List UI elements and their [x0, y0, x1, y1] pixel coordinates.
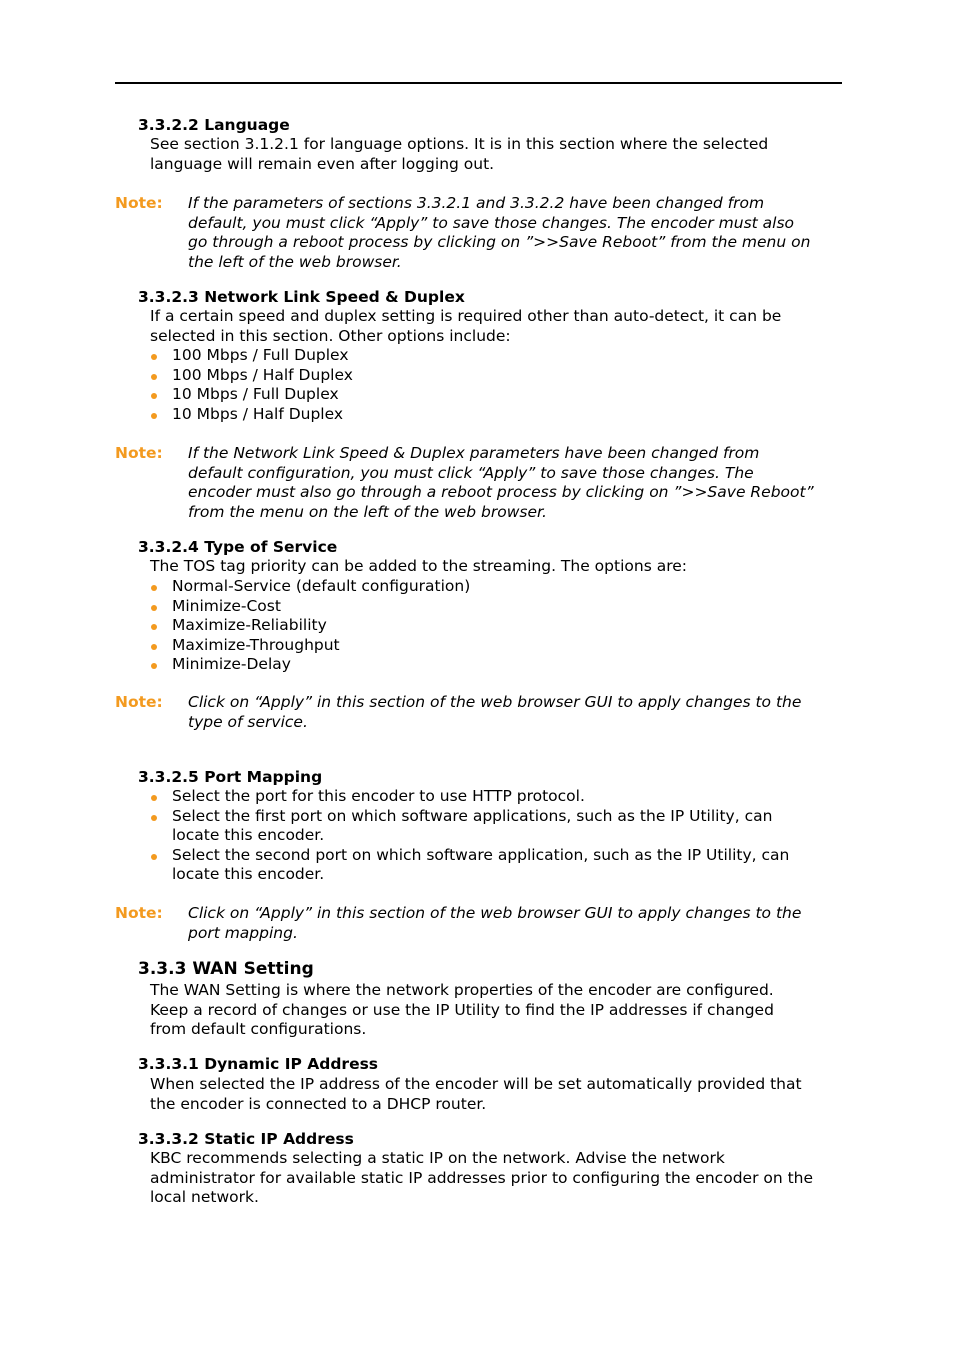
- paragraph-line: from default configurations.: [150, 1020, 367, 1038]
- list-item-text: Normal-Service (default configuration): [172, 577, 471, 595]
- note-line: default, you must click “Apply” to save those changes. The encoder must also: [188, 213, 795, 232]
- list-item-text: 10 Mbps / Half Duplex: [172, 404, 344, 423]
- list-item-text: 100 Mbps / Full Duplex: [172, 346, 349, 364]
- list-item: [150, 807, 789, 846]
- note-line: Click on “Apply” in this section of the web browser GUI to apply changes to the: [188, 693, 802, 711]
- note-line: encoder must also go through a reboot process by clicking on ”>>Save Reboot”: [188, 483, 814, 501]
- note-line: default configuration, you must click “Apply” to save those changes. The: [188, 463, 754, 482]
- list-item: [150, 636, 470, 656]
- paragraph-line: See section 3.1.2.1 for language options. It is in this section where the selected: [150, 135, 769, 153]
- bullet-list-link-speed: [150, 346, 353, 424]
- list-item-text: Maximize-Reliability: [172, 616, 327, 634]
- list-item-text: Select the port for this encoder to use HTTP protocol.: [172, 787, 585, 805]
- paragraph-line: KBC recommends selecting a static IP on the network. Advise the network: [150, 1149, 725, 1167]
- bullet-icon: [151, 624, 157, 630]
- heading-dynamic-ip: 3.3.3.1 Dynamic IP Address: [138, 1055, 379, 1073]
- paragraph-line: the encoder is connected to a DHCP router.: [150, 1094, 487, 1113]
- note-line: the left of the web browser.: [188, 252, 402, 271]
- list-item-text: Minimize-Cost: [172, 596, 281, 615]
- note-line: type of service.: [188, 712, 308, 731]
- list-item-text: Maximize-Throughput: [172, 635, 340, 654]
- bullet-list-port-mapping: [150, 787, 789, 885]
- list-item-text: 100 Mbps / Half Duplex: [172, 365, 353, 384]
- bullet-icon: [151, 605, 157, 611]
- paragraph-line: local network.: [150, 1188, 259, 1206]
- paragraph-link-speed: [150, 307, 842, 346]
- paragraph-line: The TOS tag priority can be added to the streaming. The options are:: [150, 557, 687, 575]
- paragraph-line: The WAN Setting is where the network properties of the encoder are configured.: [150, 981, 774, 999]
- heading-port-mapping: 3.3.2.5 Port Mapping: [138, 768, 323, 786]
- note-text-language: [188, 194, 848, 272]
- heading-link-speed: 3.3.2.3 Network Link Speed & Duplex: [138, 288, 465, 306]
- note-label: Note:: [115, 693, 163, 711]
- list-item: [150, 655, 470, 675]
- paragraph-dynamic-ip: [150, 1075, 842, 1114]
- bullet-icon: [151, 663, 157, 669]
- heading-static-ip: 3.3.3.2 Static IP Address: [138, 1130, 354, 1148]
- list-item: [150, 366, 353, 386]
- paragraph-line: selected in this section. Other options include:: [150, 326, 511, 345]
- bullet-icon: [151, 374, 157, 380]
- list-item: [150, 577, 470, 597]
- heading-language: 3.3.2.2 Language: [138, 116, 290, 134]
- heading-type-of-service: 3.3.2.4 Type of Service: [138, 538, 338, 556]
- note-text-link-speed: [188, 444, 848, 522]
- paragraph-type-of-service: [150, 557, 842, 577]
- note-line: If the parameters of sections 3.3.2.1 and 3.3.2.2 have been changed from: [188, 194, 765, 212]
- note-line: go through a reboot process by clicking on ”>>Save Reboot” from the menu on: [188, 233, 811, 251]
- bullet-icon: [151, 585, 157, 591]
- list-item: [150, 616, 470, 636]
- paragraph-language: [150, 135, 842, 174]
- note-text-type-of-service: [188, 693, 848, 732]
- bullet-icon: [151, 854, 157, 860]
- header-rule: [115, 82, 842, 84]
- list-item: [150, 346, 353, 366]
- list-item-text: Minimize-Delay: [172, 655, 291, 673]
- bullet-list-type-of-service: [150, 577, 470, 675]
- note-label: Note:: [115, 444, 163, 462]
- bullet-icon: [151, 815, 157, 821]
- list-item-text: Select the first port on which software applications, such as the IP Utility, can: [172, 806, 773, 825]
- note-line: port mapping.: [188, 923, 298, 942]
- bullet-icon: [151, 795, 157, 801]
- list-item: [150, 787, 789, 807]
- paragraph-line: language will remain even after logging out.: [150, 154, 495, 173]
- bullet-icon: [151, 644, 157, 650]
- note-line: Click on “Apply” in this section of the web browser GUI to apply changes to the: [188, 904, 802, 922]
- note-text-port-mapping: [188, 904, 848, 943]
- paragraph-static-ip: [150, 1149, 842, 1208]
- bullet-icon: [151, 354, 157, 360]
- list-item-text: locate this encoder.: [172, 826, 325, 844]
- list-item-text: Select the second port on which software application, such as the IP Utility, can: [172, 845, 790, 864]
- note-label: Note:: [115, 194, 163, 212]
- bullet-icon: [151, 413, 157, 419]
- paragraph-line: When selected the IP address of the encoder will be set automatically provided that: [150, 1075, 802, 1093]
- heading-wan-setting: 3.3.3 WAN Setting: [138, 959, 314, 979]
- list-item: [150, 385, 353, 405]
- paragraph-line: If a certain speed and duplex setting is required other than auto-detect, it can be: [150, 307, 782, 325]
- paragraph-line: administrator for available static IP addresses prior to configuring the encoder on the: [150, 1168, 814, 1187]
- paragraph-wan-setting: [150, 981, 842, 1040]
- list-item-text: locate this encoder.: [172, 865, 325, 883]
- bullet-icon: [151, 393, 157, 399]
- note-line: from the menu on the left of the web browser.: [188, 502, 547, 521]
- list-item: [150, 405, 353, 425]
- note-label: Note:: [115, 904, 163, 922]
- list-item: [150, 846, 789, 885]
- paragraph-line: Keep a record of changes or use the IP Utility to find the IP addresses if changed: [150, 1000, 774, 1019]
- note-line: If the Network Link Speed & Duplex parameters have been changed from: [188, 444, 760, 462]
- list-item-text: 10 Mbps / Full Duplex: [172, 385, 339, 403]
- list-item: [150, 597, 470, 617]
